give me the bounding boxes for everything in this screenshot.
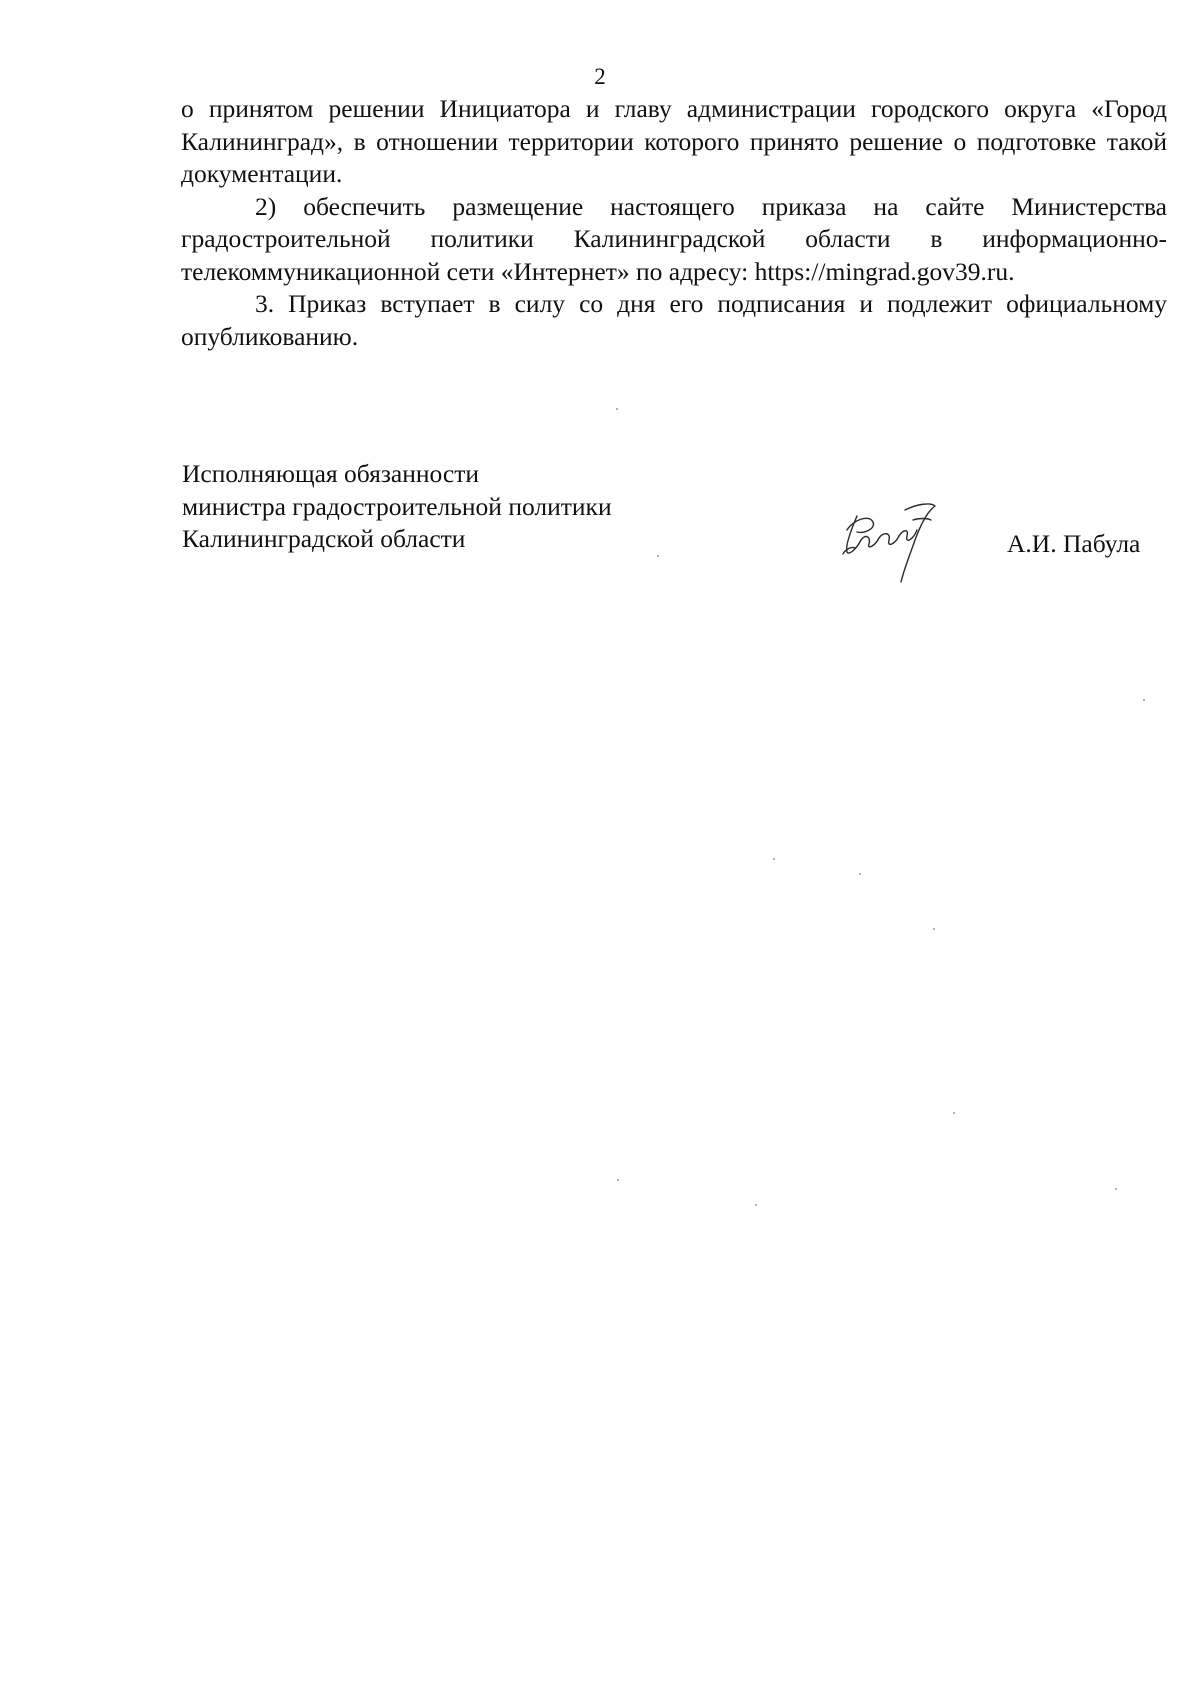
scan-speck: [657, 555, 659, 557]
paragraph-item-2: 2) обеспечить размещение настоящего приказа на сайте Министерства градостроительной политики Калининградской области в информационно-телекоммуникационной сети «Интернет» по адресу: https://mingrad.gov39.ru.: [181, 191, 1167, 286]
signatory-position: [182, 458, 612, 556]
signatory-position-line-3: Калининградской области: [182, 524, 466, 553]
signatory-position-line-1: Исполняющая обязанности: [182, 459, 479, 488]
handwritten-signature: [835, 490, 945, 590]
scan-speck: [617, 1179, 619, 1181]
document-body: [181, 93, 1167, 353]
scan-speck: [1115, 1188, 1117, 1190]
paragraph-continuation: о принятом решении Инициатора и главу администрации городского округа «Город Калининград», в отношении территории которого принято решение о подготовке такой документации.: [181, 94, 1167, 188]
scan-speck: [1143, 699, 1145, 701]
page-number: 2: [594, 64, 606, 89]
scan-speck: [773, 858, 775, 860]
scan-speck: [933, 928, 935, 930]
signatory-position-line-2: министра градостроительной политики: [182, 491, 612, 521]
scan-speck: [953, 1112, 955, 1114]
paragraph-item-3: 3. Приказ вступает в силу со дня его подписания и подлежит официальному опубликованию.: [181, 289, 1167, 351]
scan-speck: [859, 873, 861, 875]
scan-speck: [616, 408, 618, 410]
signatory-name: А.И. Пабула: [1007, 529, 1141, 558]
scan-speck: [755, 1204, 757, 1206]
